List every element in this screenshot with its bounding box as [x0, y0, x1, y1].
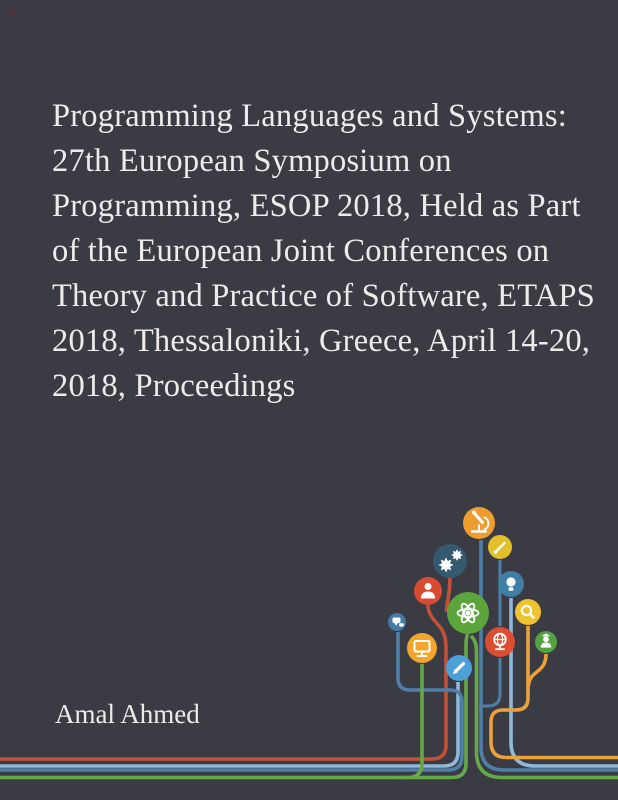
bottom-stripe-red-left [0, 605, 446, 759]
title-line: 27th European Symposium on [52, 143, 452, 179]
microscope-node [463, 507, 495, 539]
globe-node [485, 627, 515, 657]
title-line: 2018, Thessaloniki, Greece, April 14-20, [52, 323, 591, 359]
monitor-node [407, 633, 437, 663]
author-name: Amal Ahmed [55, 699, 200, 729]
tree-stems [0, 540, 618, 778]
title-line: of the European Joint Conferences on [52, 233, 550, 269]
person-red-node [414, 577, 442, 605]
magnifier-node [515, 599, 541, 625]
title-line: Programming, ESOP 2018, Held as Part [52, 188, 581, 224]
title-line: Theory and Practice of Software, ETAPS [52, 278, 595, 314]
title-line: 2018, Proceedings [52, 368, 296, 404]
tree-nodes [388, 507, 557, 681]
title-line: Programming Languages and Systems: [52, 98, 567, 134]
stem-orange-person [529, 654, 547, 686]
